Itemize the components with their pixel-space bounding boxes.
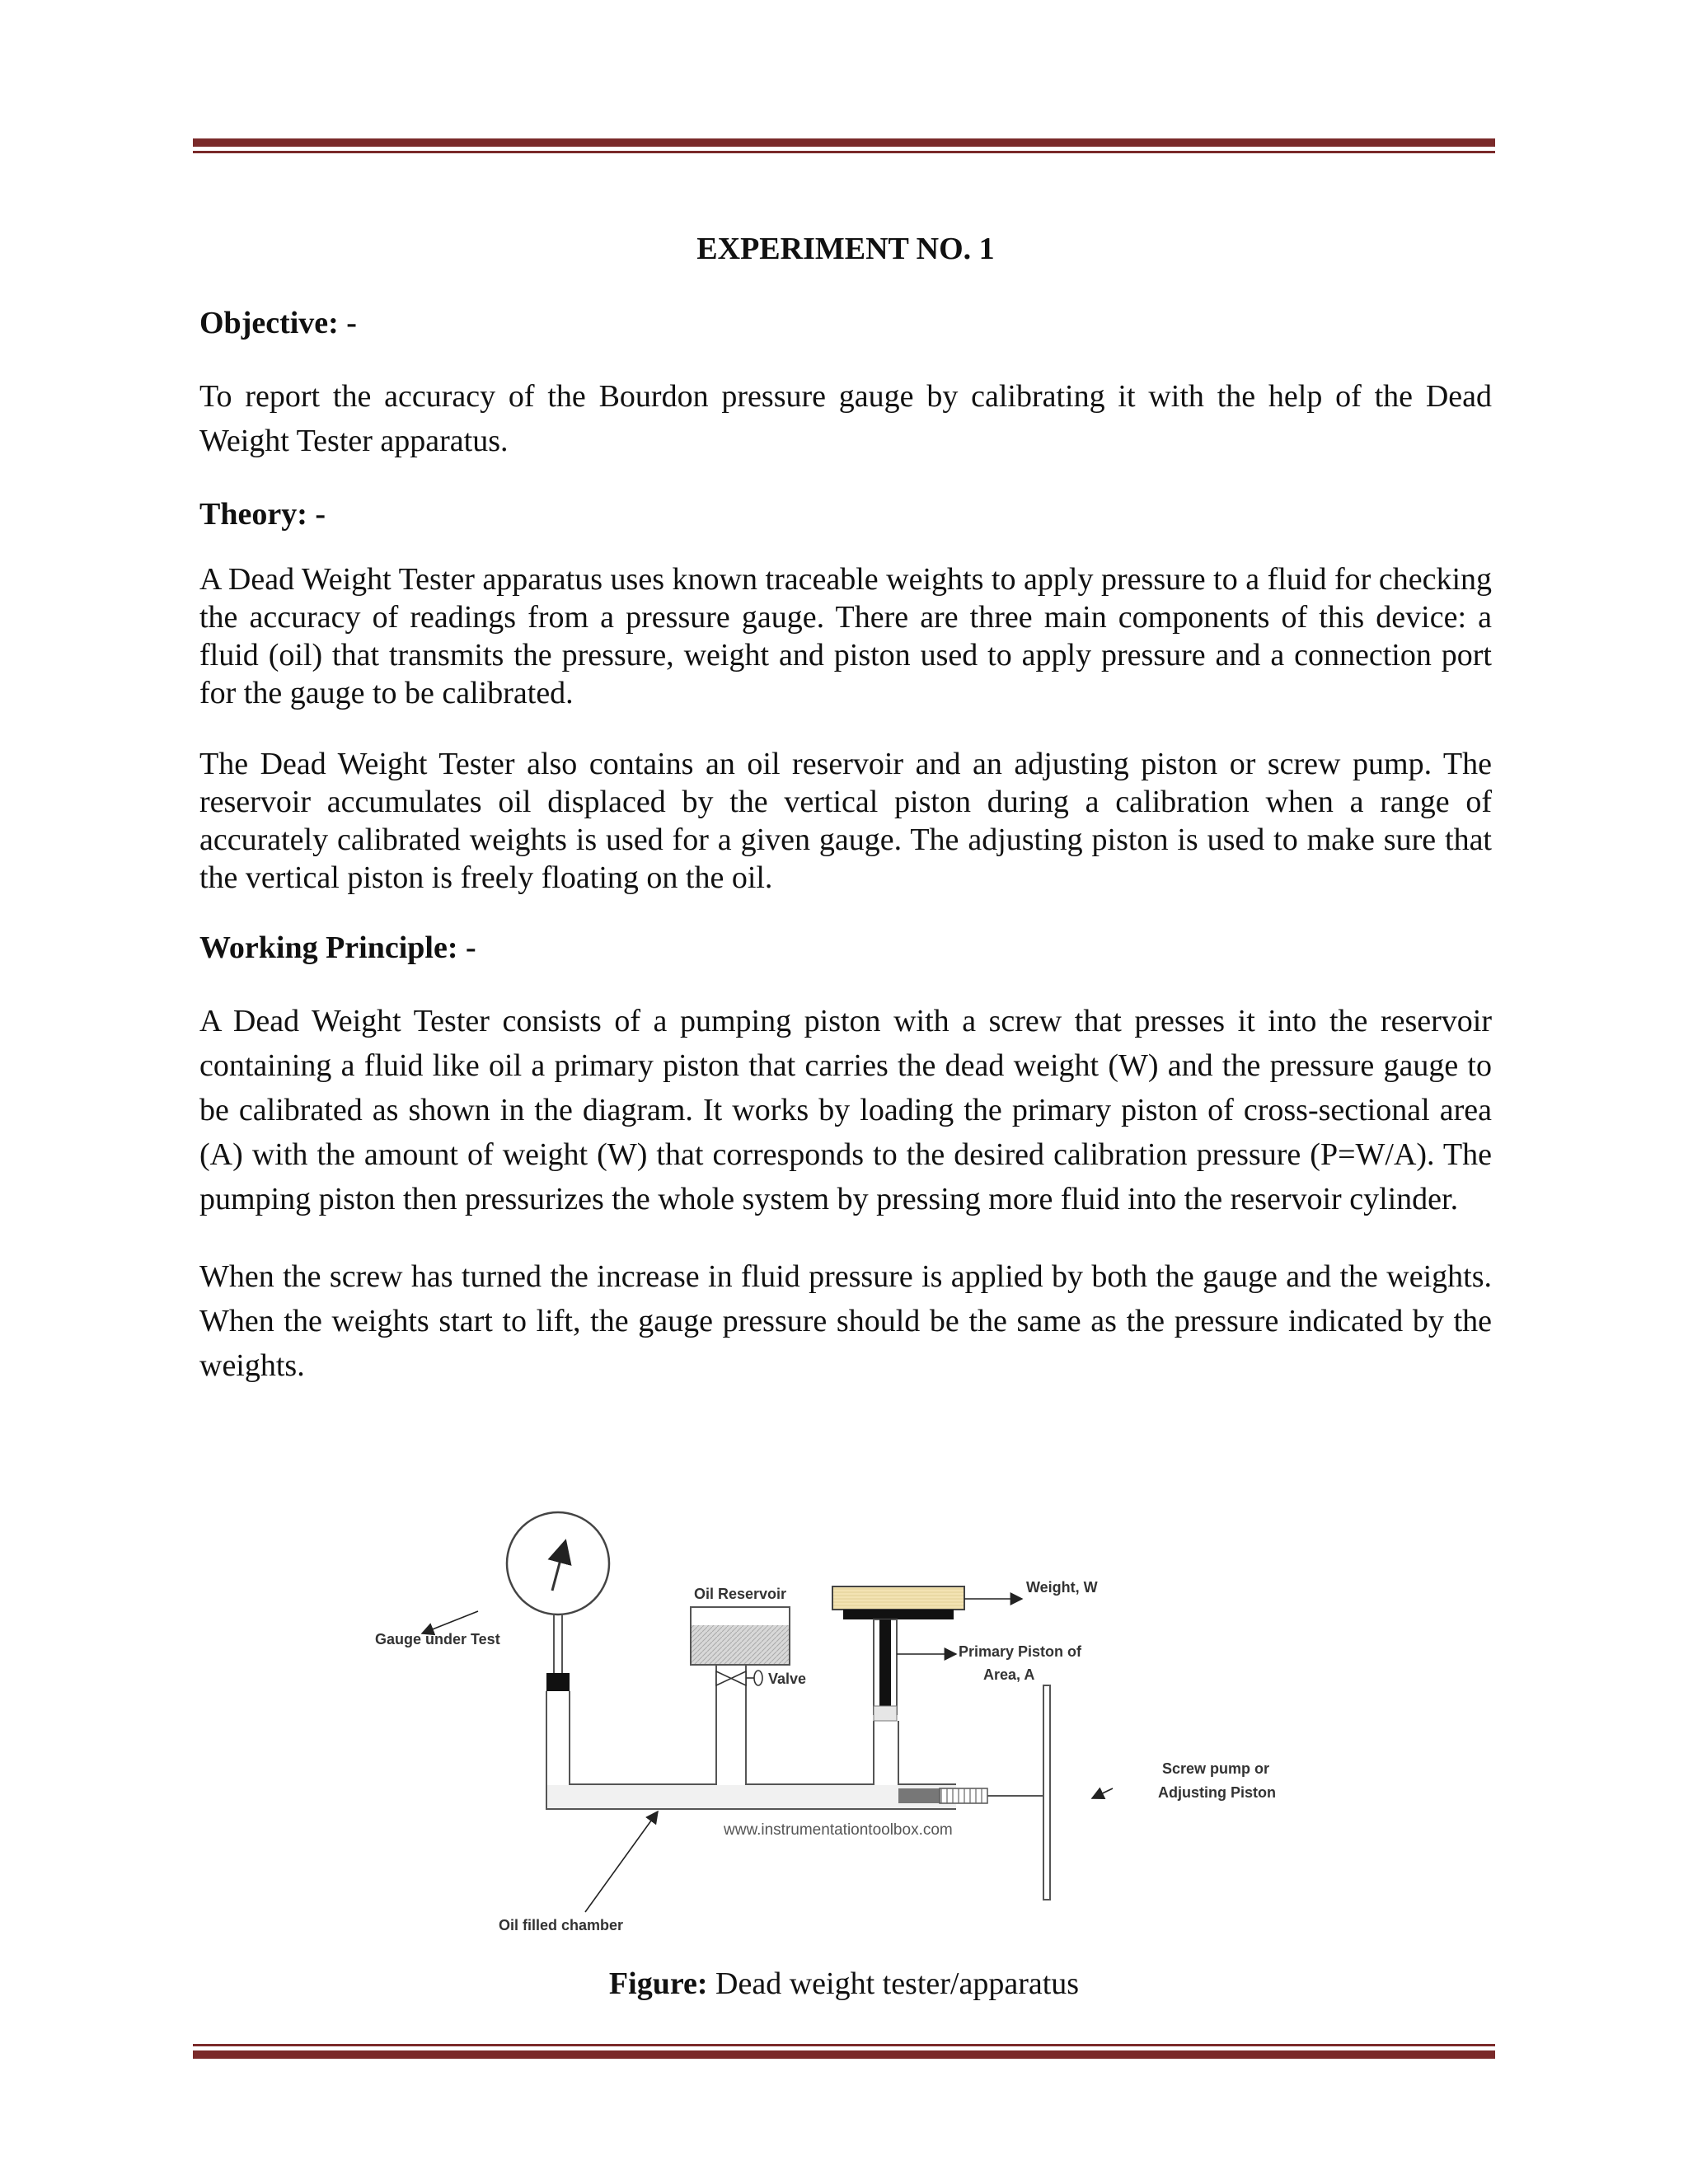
figure-caption-text: Dead weight tester/apparatus [707,1966,1080,2001]
label-screw-pump-line2: Adjusting Piston [1158,1784,1276,1801]
label-valve: Valve [768,1671,807,1687]
page-title: EXPERIMENT NO. 1 [696,232,995,266]
label-screw-pump-line1: Screw pump or [1162,1760,1270,1777]
figure-caption [0,1966,1688,2002]
label-oil-filled-chamber: Oil filled chamber [499,1917,624,1933]
bottom-rule [193,2044,1495,2059]
pressure-gauge [507,1512,609,1691]
gauge-leader-arrow [422,1611,478,1633]
screw-leader-arrow [1092,1788,1113,1798]
working-principle-paragraph-2: When the screw has turned the increase in fluid pressure is applied by both the gauge and the weights. When the weights start to lift, the gauge pressure should be the same as the pressure indicated by the weights. [199,1259,1492,1383]
dead-weight-tester-figure [346,1508,1335,1953]
theory-heading: Theory: - [199,497,326,532]
figure-watermark-url: www.instrumentationtoolbox.com [724,1821,953,1839]
objective-heading: Objective: - [199,306,357,340]
figure-caption-bold: Figure: [608,1966,708,2001]
theory-paragraph-2: The Dead Weight Tester also contains an oil reservoir and an adjusting piston or screw pump. The reservoir accumulates oil displaced by the vertical piston during a calibration when a range of accurately calibrated weights is used for a given gauge. The adjusting piston is used to make sure that the vertical piston is freely floating on the oil. [199,747,1492,895]
label-oil-reservoir: Oil Reservoir [694,1586,787,1602]
top-rule [193,138,1495,153]
label-gauge-under-test: Gauge under Test [375,1631,500,1647]
document-body [199,223,1492,1421]
dead-weight-tester-diagram [346,1508,1335,1953]
label-primary-piston-line2: Area, A [983,1666,1035,1683]
screw-pump [898,1685,1050,1900]
objective-text: To report the accuracy of the Bourdon pressure gauge by calibrating it with the help of the Dead Weight Tester apparatus. [199,379,1492,458]
theory-paragraph-1: A Dead Weight Tester apparatus uses known traceable weights to apply pressure to a fluid for checking the accuracy of readings from a pressure gauge. There are three main components of this device: a fluid (oil) that transmits the pressure, weight and piston used to apply pressure and a connection port for the gauge to be calibrated. [199,562,1492,710]
label-primary-piston-line1: Primary Piston of [959,1643,1082,1660]
working-principle-paragraph-1: A Dead Weight Tester consists of a pumping piston with a screw that presses it into the reservoir containing a fluid like oil a primary piston that carries the dead weight (W) and the pressure gauge to be calibrated as shown in the diagram. It works by loading the primary piston of cross-sectional area (A) with the amount of weight (W) that corresponds to the desired calibration pressure (P=W/A). The pumping piston then pressurizes the whole system by pressing more fluid into the reservoir cylinder. [199,1004,1492,1216]
label-weight: Weight, W [1026,1579,1098,1596]
working-principle-heading: Working Principle: - [199,930,476,965]
chamber-leader-arrow [585,1811,658,1912]
